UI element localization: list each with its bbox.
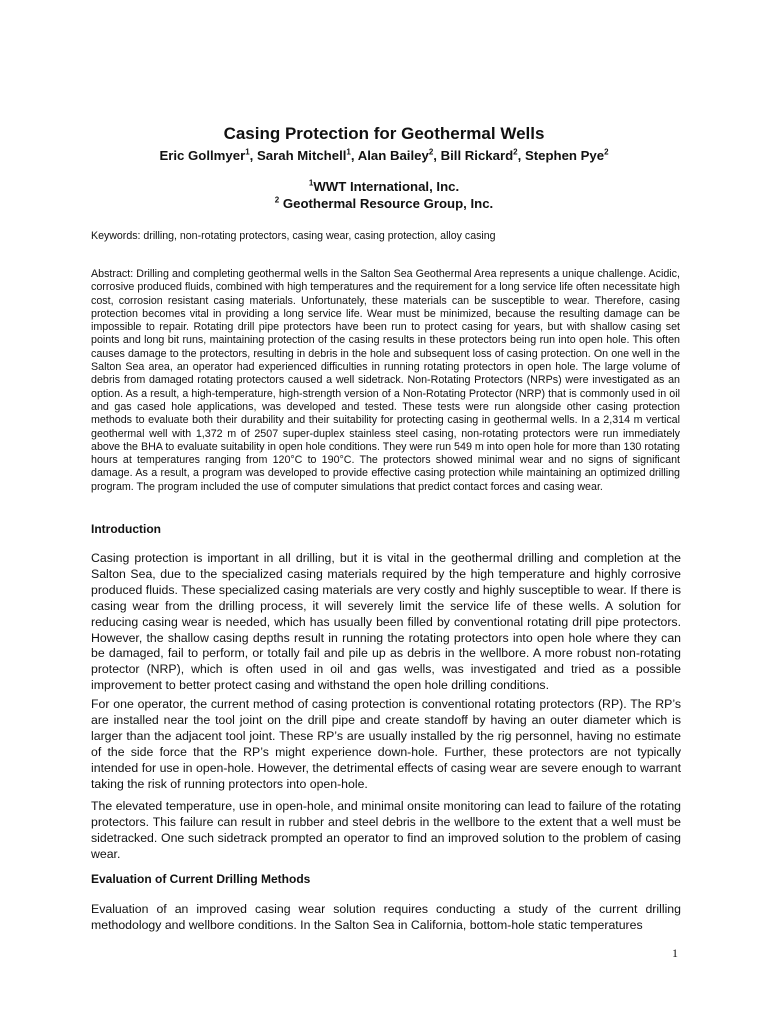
- paragraph-text: Casing protection is important in all drilling, but it is vital in the geothermal drilling and completion at the Salton Sea, due to the specialized casing materials required by the high temperature and highly corrosive produced fluids. These specialized casing materials are very costly and highly susceptible to wear. If there is casing wear from the drilling process, it will severely limit the service life of these wells. A solution for reducing casing wear is needed, which has usually been filled by conventional rotating drill pipe protectors. However, the shallow casing depths result in running the rotating protectors into open hole where they can be damaged, fail to perform, or totally fail and pile up as debris in the wellbore. A more robust non-rotating protector (NRP), which is often used in oil and gas wells, was investigated and tried as a possible improvement to better protect casing and withstand the open hole drilling conditions.: [91, 551, 681, 693]
- evaluation-heading: [91, 872, 681, 887]
- section-heading: Introduction: [91, 522, 161, 536]
- body-paragraph: [91, 697, 681, 792]
- body-paragraph: [91, 551, 681, 694]
- paragraph-text: For one operator, the current method of casing protection is conventional rotating protectors (RP). The RP’s are installed near the tool joint on the drill pipe and create standoff by having an outer diameter which is larger than the adjacent tool joint. These RP’s are usually installed by the rig personnel, having no estimate of the side force that the RP’s might experience down-hole. Further, these protectors are not typically intended for use in open-hole. However, the detrimental effects of casing wear are severe enough to warrant taking the risk of running protectors into open-hole.: [91, 697, 681, 791]
- paper-title: Casing Protection for Geothermal Wells: [223, 124, 545, 143]
- paragraph-text: The elevated temperature, use in open-hole, and minimal onsite monitoring can lead to failure of the rotating protectors. This failure can result in rubber and steel debris in the wellbore to the extent that a well must be sidetracked. One such sidetrack prompted an operator to find an improved solution to the problem of casing wear.: [91, 799, 681, 861]
- author: Stephen Pye$^2$: [524, 147, 609, 163]
- body-paragraph: [91, 799, 681, 863]
- affiliation-2: $^2$ Geothermal Resource Group, Inc.: [274, 195, 494, 211]
- body-paragraph: [91, 902, 681, 934]
- paragraph-text: Evaluation of an improved casing wear solution requires conducting a study of the current drilling methodology and wellbore conditions. In the Salton Sea in California, bottom-hole static temperatures: [91, 902, 681, 932]
- affiliation-1: $^1$WWT International, Inc.: [308, 178, 460, 194]
- author: Bill Rickard$^2$,: [440, 147, 525, 163]
- section-heading: Evaluation of Current Drilling Methods: [91, 872, 311, 886]
- author: Sarah Mitchell$^1$,: [256, 147, 358, 163]
- author: Alan Bailey$^2$,: [357, 147, 441, 163]
- abstract: Abstract: Drilling and completing geothermal wells in the Salton Sea Geothermal Area represents a unique challenge. Acidic, corrosive produced fluids, combined with high temperatures and the requirement for a long service life often necessitate high cost, corrosion resistant casing materials. Unfortunately, these materials can be susceptible to wear. Therefore, casing protection becomes vital in providing a long service life. Wear must be minimized, because the resulting damage can be impossible to repair. Rotating drill pipe protectors have been run to protect casing for years, but with shallow casing set points and long bit runs, maintaining protection of the casing results in these protectors being run into open hole. This often causes damage to the protectors, resulting in debris in the hole and subsequent loss of casing protection. On one well in the Salton Sea area, an operator had experienced difficulties in running rotating protectors in open hole. The large volume of debris from damaged rotating protectors caused a well sidetrack. Non-Rotating Protectors (NRPs) were investigated as an option. As a result, a high-temperature, high-strength version of a Non-Rotating Protector (NRP) that is commonly used in oil and gas cased hole applications, was developed and tested. These tests were run alongside other casing protection methods to evaluate both their durability and their suitability for protecting casing in geothermal wells. In a 2,314 m vertical geothermal well with 1,372 m of 2507 super-duplex stainless steel casing, non-rotating protectors were run immediately above the BHA to evaluate suitability in open hole conditions. They were run 549 m into open hole for more than 130 rotating hours at temperatures ranging from 120°C to 190°C. The protectors showed minimal wear and no signs of significant damage. As a result, a program was developed to provide effective casing protection while maintaining an optimized drilling program. The program included the use of computer simulations that predict contact forces and casing wear.: [91, 268, 680, 493]
- keywords: Keywords: drilling, non-rotating protectors, casing wear, casing protection, alloy casing: [91, 230, 496, 242]
- author: Eric Gollmyer$^1$,: [159, 147, 257, 163]
- author-list: [0, 147, 768, 165]
- introduction-heading: [91, 522, 681, 537]
- page-number: 1: [672, 946, 678, 960]
